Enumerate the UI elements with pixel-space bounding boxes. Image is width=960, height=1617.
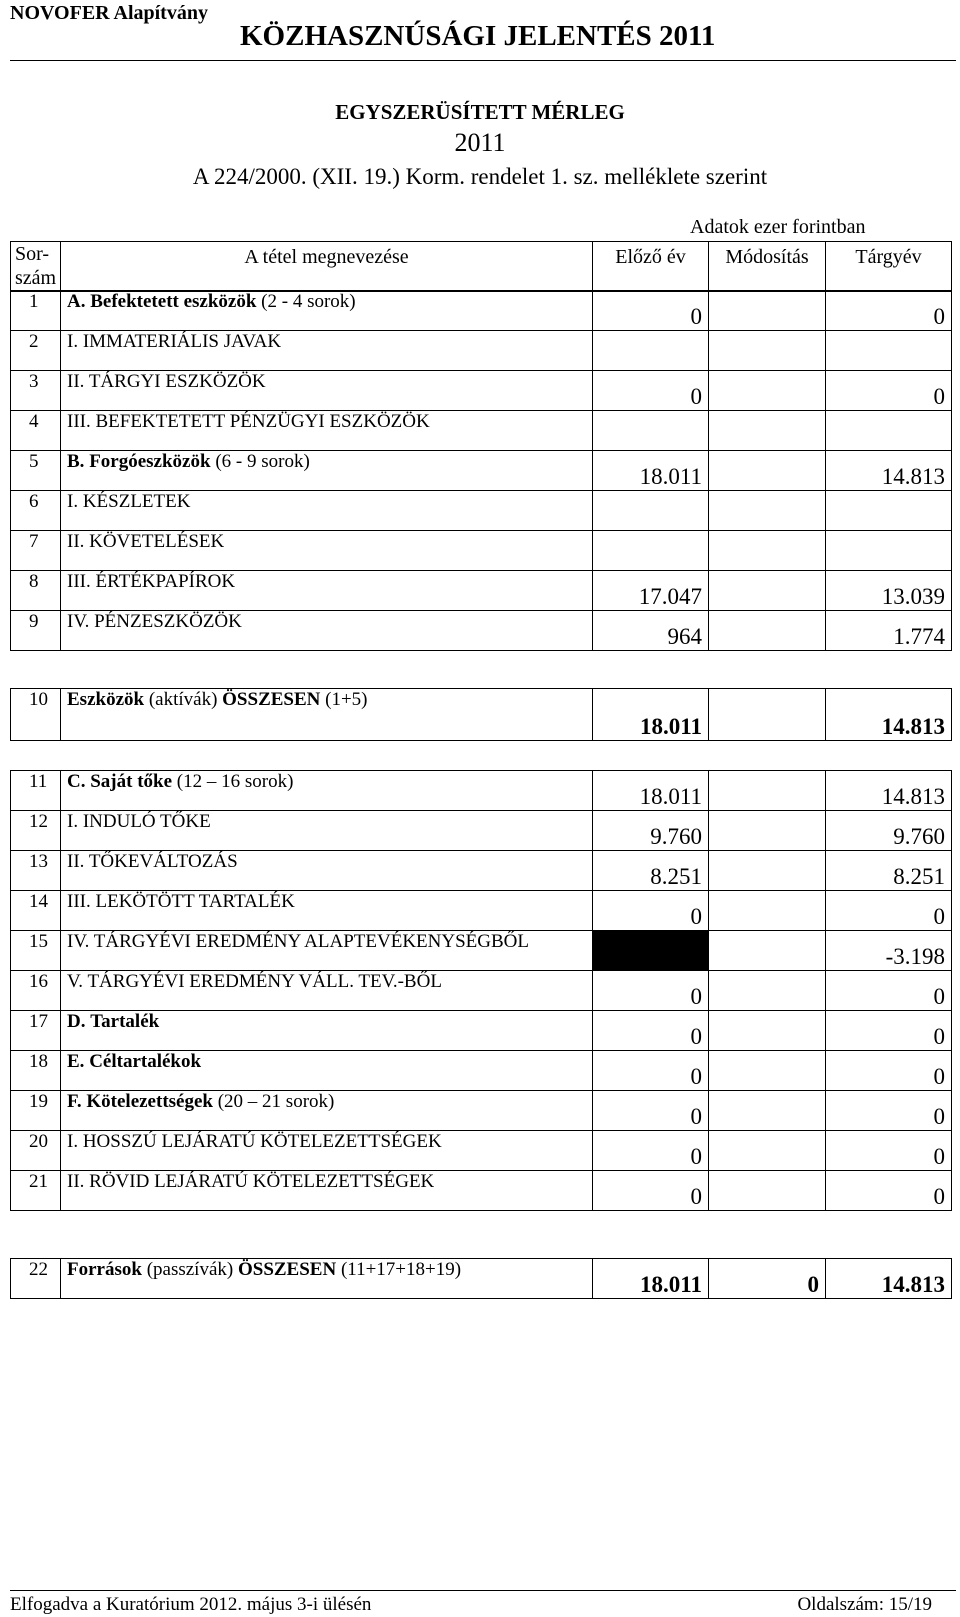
table-row — [11, 451, 952, 491]
table-row — [11, 1131, 952, 1171]
prev-year-value — [593, 411, 709, 451]
row-text: ÉRTÉKPAPÍROK — [95, 571, 236, 592]
regulation-reference: A 224/2000. (XII. 19.) Korm. rendelet 1. sz. melléklete szerint — [192, 164, 768, 189]
row-code: F. — [67, 1091, 82, 1112]
row-label — [61, 1011, 593, 1051]
modification-value: 0 — [709, 1259, 826, 1299]
current-year-value: 14.813 — [826, 771, 952, 811]
current-year-value: 13.039 — [826, 571, 952, 611]
table-row — [11, 1171, 952, 1211]
row-number: 18 — [11, 1051, 61, 1091]
row-text: (20 – 21 sorok) — [212, 1091, 335, 1112]
modification-value — [709, 971, 826, 1011]
row-code: IV. — [67, 931, 90, 952]
table-row — [11, 931, 952, 971]
row-code: III. — [67, 891, 91, 912]
document-title-block — [0, 98, 960, 194]
modification-value — [709, 1091, 826, 1131]
row-text: BEFEKTETETT PÉNZÜGYI ESZKÖZÖK — [95, 411, 430, 432]
row-label — [61, 1091, 593, 1131]
row-code: II. — [67, 531, 85, 552]
row-number: 4 — [11, 411, 61, 451]
prev-year-value: 0 — [593, 371, 709, 411]
row-text: HOSSZÚ LEJÁRATÚ KÖTELEZETTSÉGEK — [82, 1131, 442, 1152]
row-code: D. — [67, 1011, 86, 1032]
table-row — [11, 771, 952, 811]
table-row — [11, 1259, 952, 1299]
modification-value — [709, 611, 826, 651]
table-row — [11, 971, 952, 1011]
row-text: (2 - 4 sorok) — [256, 291, 356, 312]
modification-header: Módosítás — [709, 242, 826, 292]
row-number: 19 — [11, 1091, 61, 1131]
row-code: C. — [67, 771, 86, 792]
modification-value — [709, 291, 826, 331]
prev-year-value — [593, 931, 709, 971]
modification-value — [709, 811, 826, 851]
row-text: RÖVID LEJÁRATÚ KÖTELEZETTSÉGEK — [89, 1171, 435, 1192]
modification-value — [709, 1011, 826, 1051]
current-year-value: 14.813 — [826, 1259, 952, 1299]
prev-year-value: 0 — [593, 291, 709, 331]
table-row — [11, 611, 952, 651]
table-row — [11, 371, 952, 411]
row-title: Saját tőke — [90, 771, 173, 792]
row-text: TÁRGYÉVI EREDMÉNY VÁLL. TEV.-BŐL — [87, 971, 442, 992]
table-row — [11, 1091, 952, 1131]
page-number: Oldalszám: 15/19 — [797, 1594, 932, 1615]
current-year-value — [826, 491, 952, 531]
total-sources-table — [10, 1258, 952, 1299]
row-number: 22 — [11, 1259, 61, 1299]
row-label — [61, 891, 593, 931]
row-code: A. — [67, 291, 86, 312]
modification-value — [709, 1131, 826, 1171]
prev-year-value: 0 — [593, 1051, 709, 1091]
row-code: III. — [67, 411, 91, 432]
row-text: IMMATERIÁLIS JAVAK — [82, 331, 282, 352]
prev-year-value: 0 — [593, 1171, 709, 1211]
prev-year-value — [593, 531, 709, 571]
serial-header: Sor- szám — [11, 242, 61, 292]
table-row — [11, 1011, 952, 1051]
row-number: 1 — [11, 291, 61, 331]
row-code: E. — [67, 1051, 85, 1072]
modification-value — [709, 931, 826, 971]
current-year-value — [826, 411, 952, 451]
prev-year-value: 8.251 — [593, 851, 709, 891]
prev-year-value — [593, 491, 709, 531]
table-row — [11, 851, 952, 891]
modification-value — [709, 451, 826, 491]
row-text: KÉSZLETEK — [82, 491, 191, 512]
row-code: I. — [67, 491, 79, 512]
row-label — [61, 451, 593, 491]
table-row — [11, 531, 952, 571]
row-number: 21 — [11, 1171, 61, 1211]
prev-year-value: 0 — [593, 971, 709, 1011]
row-number: 9 — [11, 611, 61, 651]
prev-year-value: 0 — [593, 1011, 709, 1051]
row-number: 8 — [11, 571, 61, 611]
row-number: 17 — [11, 1011, 61, 1051]
organization-name: NOVOFER Alapítvány — [10, 2, 208, 24]
row-text: PÉNZESZKÖZÖK — [94, 611, 242, 632]
prev-year-value: 0 — [593, 1091, 709, 1131]
approval-note: Elfogadva a Kuratórium 2012. május 3-i ülésén — [10, 1594, 372, 1615]
row-text: (6 - 9 sorok) — [210, 451, 310, 472]
document-title: EGYSZERÜSÍTETT MÉRLEG — [335, 100, 625, 124]
current-year-value: 0 — [826, 371, 952, 411]
row-number: 7 — [11, 531, 61, 571]
prev-year-value: 964 — [593, 611, 709, 651]
table-row — [11, 411, 952, 451]
modification-value — [709, 771, 826, 811]
row-code: B. — [67, 451, 85, 472]
row-code: I. — [67, 1131, 79, 1152]
row-title: Forgóeszközök — [89, 451, 211, 472]
row-code: I. — [67, 331, 79, 352]
current-year-header: Tárgyév — [826, 242, 952, 292]
row-text: TŐKEVÁLTOZÁS — [88, 851, 238, 872]
column-header-table — [10, 241, 952, 292]
table-row — [11, 811, 952, 851]
current-year-value: 0 — [826, 1171, 952, 1211]
row-title: Tartalék — [90, 1011, 160, 1032]
row-code: II. — [67, 371, 85, 392]
row-text: (12 – 16 sorok) — [172, 771, 294, 792]
table-row — [11, 331, 952, 371]
current-year-value: 9.760 — [826, 811, 952, 851]
row-number: 15 — [11, 931, 61, 971]
row-label — [61, 571, 593, 611]
modification-value — [709, 571, 826, 611]
row-code: V. — [67, 971, 84, 992]
row-label — [61, 531, 593, 571]
row-label: Eszközök (aktívák) ÖSSZESEN (1+5) — [61, 689, 593, 741]
unit-note: Adatok ezer forintban — [690, 216, 866, 238]
liabilities-table — [10, 770, 952, 1211]
modification-value — [709, 689, 826, 741]
prev-year-value: 0 — [593, 1131, 709, 1171]
table-row — [11, 491, 952, 531]
current-year-value: 0 — [826, 291, 952, 331]
total-assets-table — [10, 688, 952, 741]
row-code: I. — [67, 811, 79, 832]
prev-year-value — [593, 331, 709, 371]
current-year-value: 0 — [826, 1131, 952, 1171]
current-year-value — [826, 531, 952, 571]
row-number: 6 — [11, 491, 61, 531]
current-year-value: 14.813 — [826, 689, 952, 741]
row-label — [61, 851, 593, 891]
modification-value — [709, 851, 826, 891]
document-year: 2011 — [454, 128, 506, 157]
prev-year-header: Előző év — [593, 242, 709, 292]
current-year-value: 0 — [826, 971, 952, 1011]
row-text: TÁRGYI ESZKÖZÖK — [88, 371, 266, 392]
modification-value — [709, 1171, 826, 1211]
modification-value — [709, 411, 826, 451]
row-number: 16 — [11, 971, 61, 1011]
row-text: TÁRGYÉVI EREDMÉNY ALAPTEVÉKENYSÉGBŐL — [93, 931, 529, 952]
current-year-value: 0 — [826, 1091, 952, 1131]
prev-year-value: 17.047 — [593, 571, 709, 611]
row-label — [61, 411, 593, 451]
prev-year-value: 18.011 — [593, 1259, 709, 1299]
table-row — [11, 1051, 952, 1091]
row-number: 5 — [11, 451, 61, 491]
row-number: 14 — [11, 891, 61, 931]
prev-year-value: 9.760 — [593, 811, 709, 851]
assets-table — [10, 290, 952, 651]
row-label — [61, 931, 593, 971]
row-code: III. — [67, 571, 91, 592]
row-text: KÖVETELÉSEK — [89, 531, 225, 552]
row-text: INDULÓ TŐKE — [82, 811, 211, 832]
current-year-value: 1.774 — [826, 611, 952, 651]
current-year-value: 0 — [826, 1011, 952, 1051]
row-text: LEKÖTÖTT TARTALÉK — [95, 891, 295, 912]
row-label — [61, 371, 593, 411]
modification-value — [709, 491, 826, 531]
row-label — [61, 291, 593, 331]
row-label — [61, 1171, 593, 1211]
row-number: 13 — [11, 851, 61, 891]
row-number: 11 — [11, 771, 61, 811]
row-number: 2 — [11, 331, 61, 371]
row-number: 20 — [11, 1131, 61, 1171]
row-title: Kötelezettségek — [86, 1091, 213, 1112]
row-number: 3 — [11, 371, 61, 411]
row-title: Befektetett eszközök — [90, 291, 257, 312]
table-row — [11, 571, 952, 611]
report-title: KÖZHASZNÚSÁGI JELENTÉS 2011 — [240, 20, 716, 52]
footer-divider — [10, 1590, 956, 1591]
current-year-value: 8.251 — [826, 851, 952, 891]
header-divider — [10, 60, 956, 61]
current-year-value: 0 — [826, 1051, 952, 1091]
row-code: II. — [67, 851, 85, 872]
prev-year-value: 18.011 — [593, 771, 709, 811]
row-number: 10 — [11, 689, 61, 741]
row-label — [61, 491, 593, 531]
row-label — [61, 611, 593, 651]
prev-year-value: 18.011 — [593, 451, 709, 491]
prev-year-value: 0 — [593, 891, 709, 931]
row-label — [61, 331, 593, 371]
current-year-value — [826, 331, 952, 371]
row-label — [61, 771, 593, 811]
row-label — [61, 1131, 593, 1171]
item-name-header: A tétel megnevezése — [61, 242, 593, 292]
modification-value — [709, 371, 826, 411]
row-title: Céltartalékok — [89, 1051, 202, 1072]
current-year-value: 14.813 — [826, 451, 952, 491]
prev-year-value: 18.011 — [593, 689, 709, 741]
modification-value — [709, 891, 826, 931]
row-number: 12 — [11, 811, 61, 851]
table-row — [11, 891, 952, 931]
row-label — [61, 1051, 593, 1091]
modification-value — [709, 1051, 826, 1091]
table-row — [11, 291, 952, 331]
current-year-value: 0 — [826, 891, 952, 931]
modification-value — [709, 531, 826, 571]
row-label — [61, 971, 593, 1011]
row-code: II. — [67, 1171, 85, 1192]
row-label: Források (passzívák) ÖSSZESEN (11+17+18+19) — [61, 1259, 593, 1299]
row-label — [61, 811, 593, 851]
row-code: IV. — [67, 611, 90, 632]
table-row — [11, 689, 952, 741]
modification-value — [709, 331, 826, 371]
current-year-value: -3.198 — [826, 931, 952, 971]
